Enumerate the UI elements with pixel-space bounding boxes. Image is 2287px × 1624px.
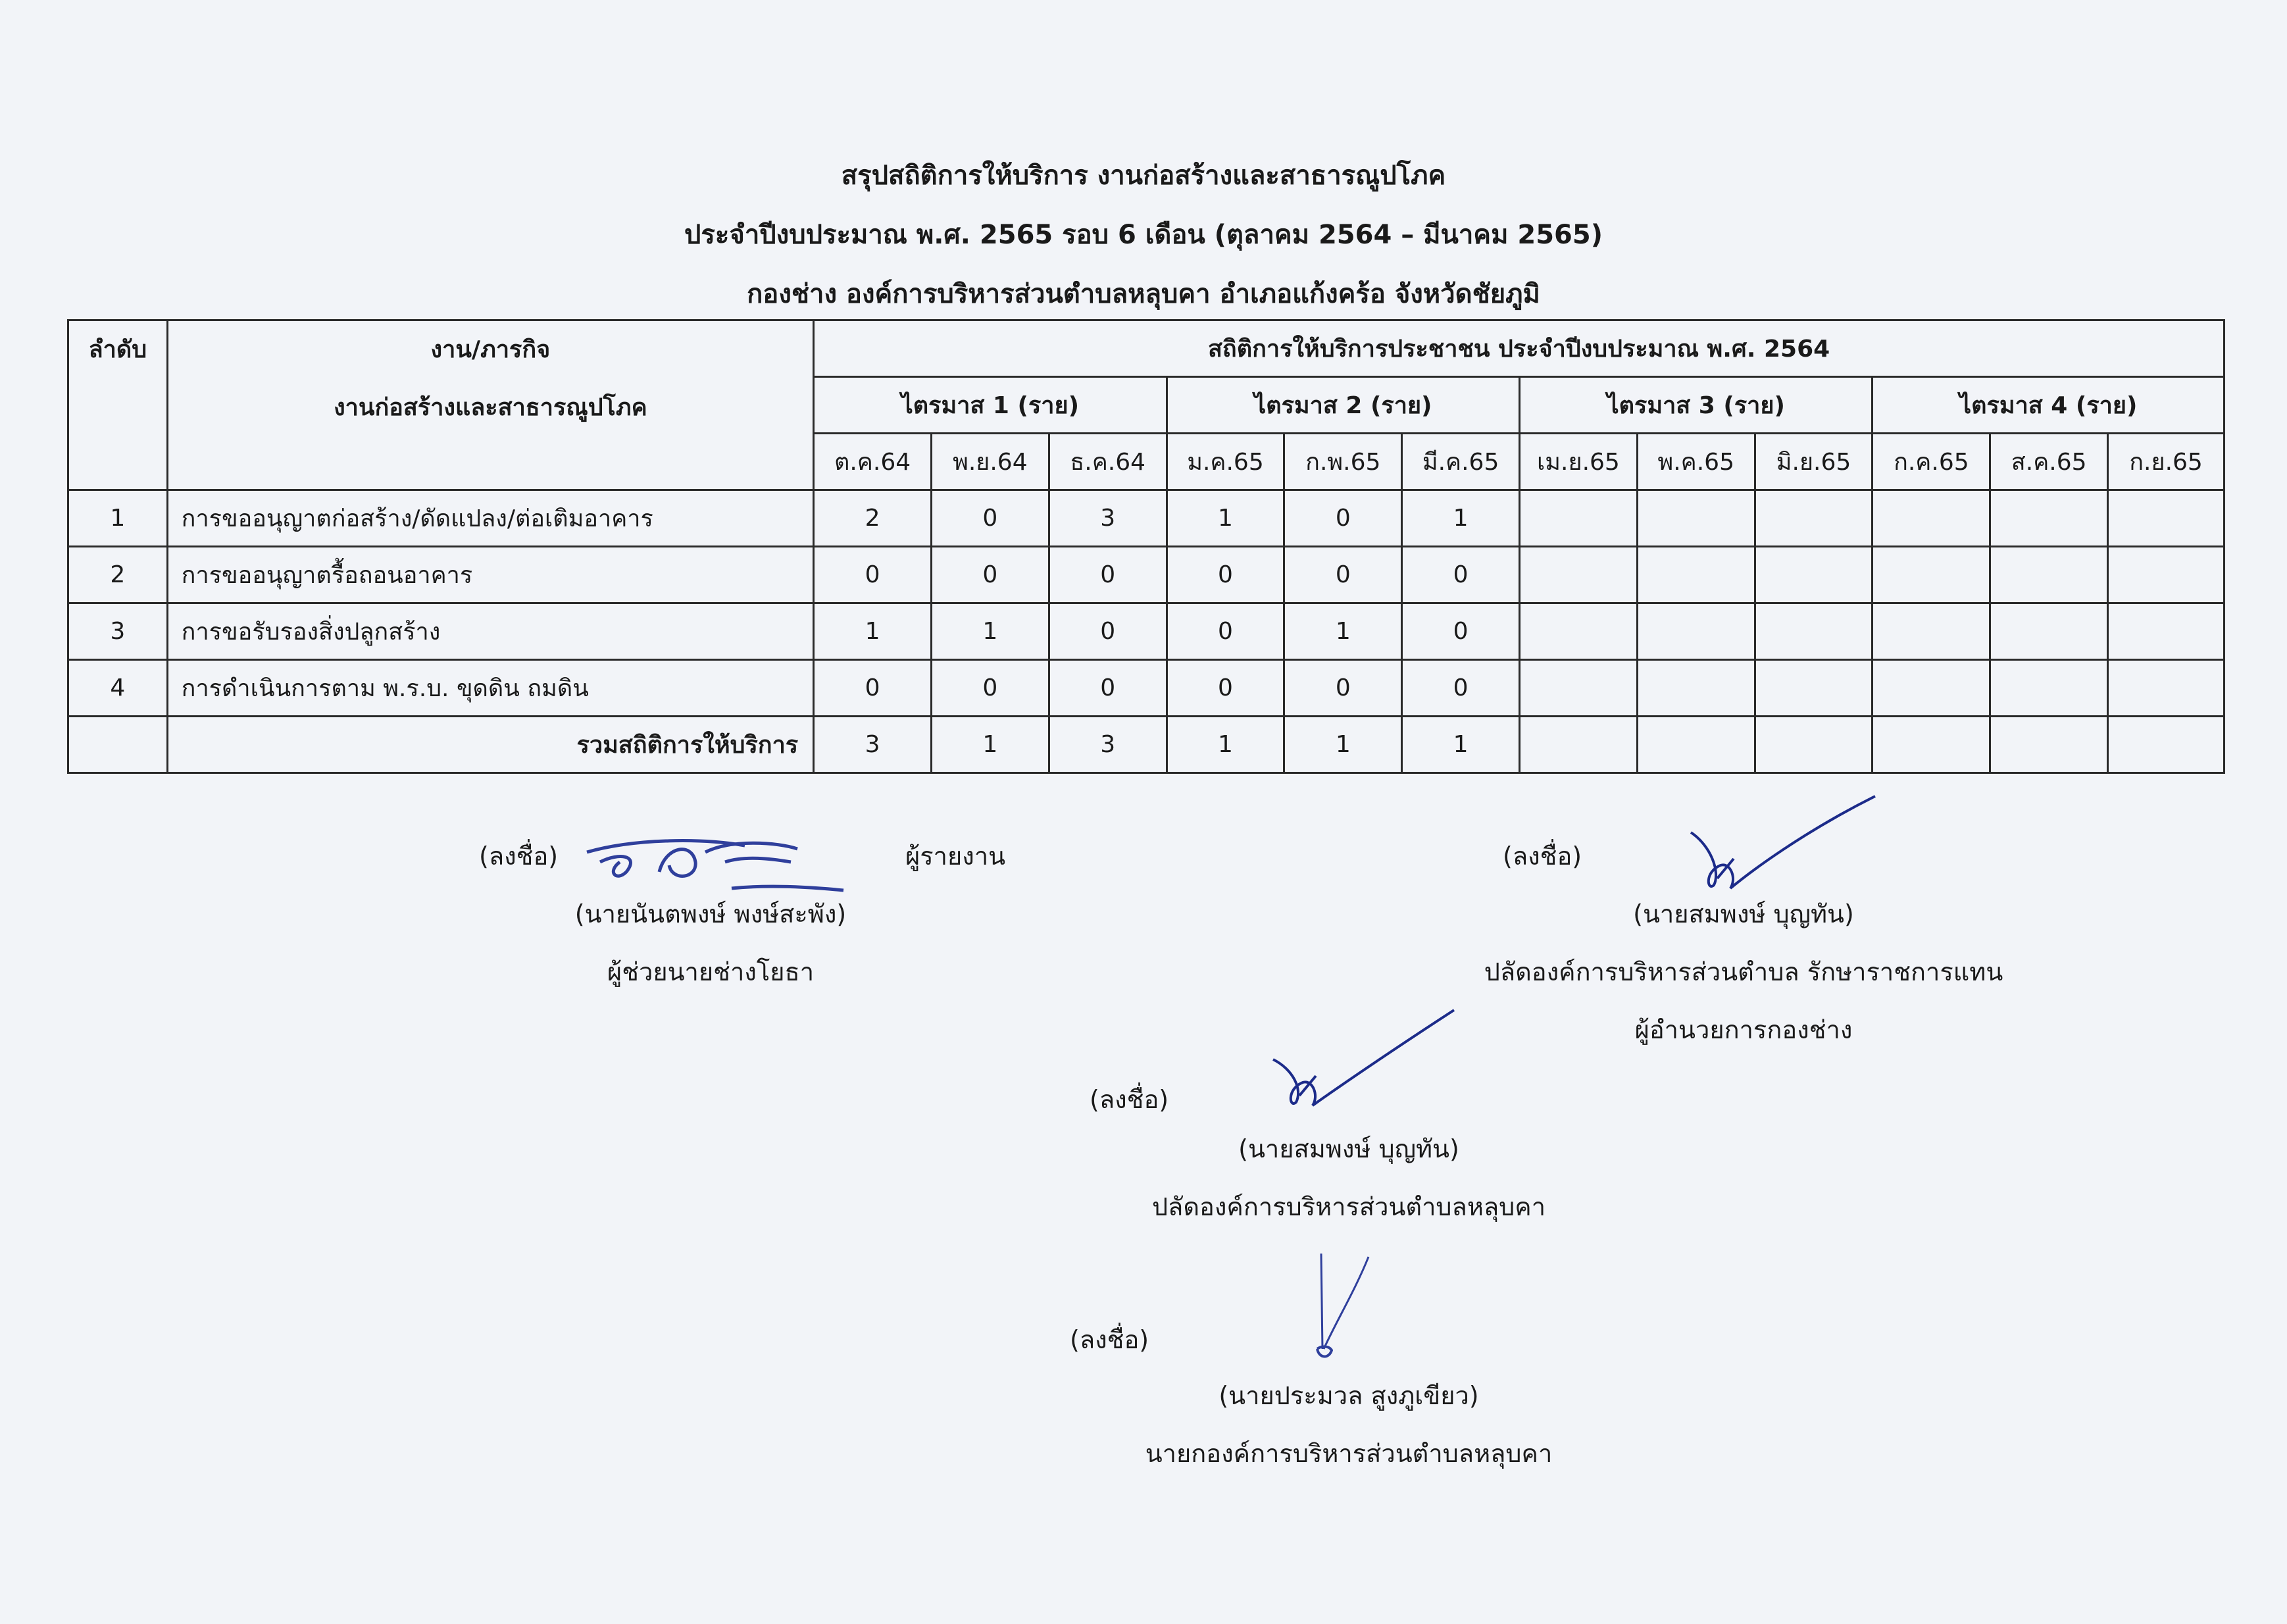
row-value: 2 [814, 490, 932, 547]
reporter-role: ผู้รายงาน [905, 842, 1006, 871]
row-task: การขออนุญาตก่อสร้าง/ดัดแปลง/ต่อเติมอาคาร [167, 490, 813, 547]
reporter-name: (นายนันตพงษ์ พงษ์สะพัง) [574, 900, 847, 928]
row-value [1755, 603, 1872, 660]
month-header: ก.ย.65 [2108, 434, 2224, 490]
row-value: 0 [931, 547, 1049, 603]
row-value: 1 [1167, 490, 1284, 547]
row-value [1872, 603, 1990, 660]
reporter-sign-label: (ลงชื่อ) [479, 842, 559, 871]
row-value [1990, 660, 2108, 717]
total-value [1520, 717, 1638, 773]
reporter-signature [580, 826, 857, 901]
row-value [1755, 490, 1872, 547]
row-value: 0 [931, 660, 1049, 717]
month-header: ก.พ.65 [1284, 434, 1402, 490]
title-line-3: กองช่าง องค์การบริหารส่วนตำบลหลุบคา อำเภอแก้งคร้อ จังหวัดชัยภูมิ [747, 279, 1540, 309]
row-value [2108, 603, 2224, 660]
row-value: 0 [1402, 603, 1520, 660]
total-value [1637, 717, 1755, 773]
column-header-seq: ลำดับ [68, 320, 168, 490]
row-value [1637, 547, 1755, 603]
acting-director-sign-label: (ลงชื่อ) [1503, 842, 1582, 871]
month-header: มี.ค.65 [1402, 434, 1520, 490]
quarter-header: ไตรมาส 1 (ราย) [814, 377, 1167, 434]
row-value [1872, 490, 1990, 547]
row-seq: 1 [68, 490, 168, 547]
row-value: 0 [1402, 547, 1520, 603]
reporter-position: ผู้ช่วยนายช่างโยธา [607, 957, 815, 986]
row-value: 0 [1402, 660, 1520, 717]
row-value [2108, 490, 2224, 547]
row-value [2108, 547, 2224, 603]
row-value [1872, 547, 1990, 603]
month-header: ธ.ค.64 [1049, 434, 1167, 490]
row-value: 0 [814, 660, 932, 717]
row-value: 1 [1402, 490, 1520, 547]
row-value [1520, 603, 1638, 660]
title-line-1: สรุปสถิติการให้บริการ งานก่อสร้างและสาธารณูปโภค [841, 161, 1446, 191]
acting-director-position-line-2: ผู้อำนวยการกองช่าง [1634, 1015, 1853, 1044]
total-value: 1 [931, 717, 1049, 773]
row-value: 1 [814, 603, 932, 660]
row-value: 0 [1049, 547, 1167, 603]
row-value: 3 [1049, 490, 1167, 547]
row-value [1520, 660, 1638, 717]
row-value: 0 [931, 490, 1049, 547]
row-value [1637, 603, 1755, 660]
month-header: ส.ค.65 [1990, 434, 2108, 490]
month-header: ม.ค.65 [1167, 434, 1284, 490]
row-task: การขอรับรองสิ่งปลูกสร้าง [167, 603, 813, 660]
row-value: 1 [931, 603, 1049, 660]
row-value: 0 [1167, 547, 1284, 603]
table-body [68, 490, 2224, 773]
row-value: 0 [1167, 660, 1284, 717]
row-value: 0 [814, 547, 932, 603]
total-value: 3 [1049, 717, 1167, 773]
stats-header: สถิติการให้บริการประชาชน ประจำปีงบประมาณ พ.ศ. 2564 [814, 320, 2224, 377]
table-row [68, 490, 2224, 547]
row-value [1520, 547, 1638, 603]
row-value [1637, 490, 1755, 547]
month-header: ต.ค.64 [814, 434, 932, 490]
row-value [2108, 660, 2224, 717]
chief-admin-name: (นายสมพงษ์ บุญทัน) [1238, 1134, 1459, 1163]
acting-director-position-line-1: ปลัดองค์การบริหารส่วนตำบล รักษาราชการแทน [1484, 957, 2003, 986]
month-header: มิ.ย.65 [1755, 434, 1872, 490]
row-value [1872, 660, 1990, 717]
row-value: 0 [1049, 603, 1167, 660]
total-value [1872, 717, 1990, 773]
table-row [68, 603, 2224, 660]
total-label: รวมสถิติการให้บริการ [167, 717, 813, 773]
total-value: 1 [1167, 717, 1284, 773]
task-header-line-2: งานก่อสร้างและสาธารณูปโภค [334, 394, 647, 421]
header-row-1 [68, 320, 2224, 377]
row-value: 0 [1284, 547, 1402, 603]
acting-director-name: (นายสมพงษ์ บุญทัน) [1633, 900, 1854, 928]
total-seq-empty [68, 717, 168, 773]
table-row [68, 660, 2224, 717]
chief-admin-signature [1263, 1007, 1461, 1112]
total-value [2108, 717, 2224, 773]
row-value: 1 [1284, 603, 1402, 660]
row-value [1520, 490, 1638, 547]
month-header: เม.ย.65 [1520, 434, 1638, 490]
row-value [1755, 660, 1872, 717]
quarter-header: ไตรมาส 4 (ราย) [1872, 377, 2224, 434]
total-row [68, 717, 2224, 773]
row-seq: 2 [68, 547, 168, 603]
acting-director-signature [1684, 793, 1882, 901]
row-task: การดำเนินการตาม พ.ร.บ. ขุดดิน ถมดิน [167, 660, 813, 717]
mayor-position: นายกองค์การบริหารส่วนตำบลหลุบคา [1145, 1439, 1553, 1468]
row-value: 0 [1167, 603, 1284, 660]
mayor-sign-label: (ลงชื่อ) [1070, 1325, 1149, 1354]
row-value: 0 [1049, 660, 1167, 717]
month-header: ก.ค.65 [1872, 434, 1990, 490]
row-value [1990, 603, 2108, 660]
row-value: 0 [1284, 490, 1402, 547]
task-header-line-1: งาน/ภารกิจ [430, 336, 551, 363]
month-header: พ.ย.64 [931, 434, 1049, 490]
row-value [1637, 660, 1755, 717]
row-task: การขออนุญาตรื้อถอนอาคาร [167, 547, 813, 603]
row-value [1755, 547, 1872, 603]
row-seq: 3 [68, 603, 168, 660]
row-value [1990, 490, 2108, 547]
total-value [1755, 717, 1872, 773]
column-header-task [167, 320, 813, 490]
row-value: 0 [1284, 660, 1402, 717]
total-value: 3 [814, 717, 932, 773]
row-seq: 4 [68, 660, 168, 717]
chief-admin-sign-label: (ลงชื่อ) [1090, 1085, 1169, 1114]
month-header: พ.ค.65 [1637, 434, 1755, 490]
total-value [1990, 717, 2108, 773]
quarter-header: ไตรมาส 2 (ราย) [1167, 377, 1519, 434]
chief-admin-position: ปลัดองค์การบริหารส่วนตำบลหลุบคา [1151, 1192, 1546, 1221]
total-value: 1 [1402, 717, 1520, 773]
statistics-table [67, 319, 2225, 774]
title-line-2: ประจำปีงบประมาณ พ.ศ. 2565 รอบ 6 เดือน (ตุลาคม 2564 – มีนาคม 2565) [684, 220, 1603, 250]
table-row [68, 547, 2224, 603]
total-value: 1 [1284, 717, 1402, 773]
quarter-header: ไตรมาส 3 (ราย) [1520, 377, 1872, 434]
row-value [1990, 547, 2108, 603]
mayor-signature [1303, 1250, 1382, 1369]
mayor-name: (นายประมวล สูงภูเขียว) [1219, 1381, 1479, 1410]
document-title [0, 146, 2287, 324]
